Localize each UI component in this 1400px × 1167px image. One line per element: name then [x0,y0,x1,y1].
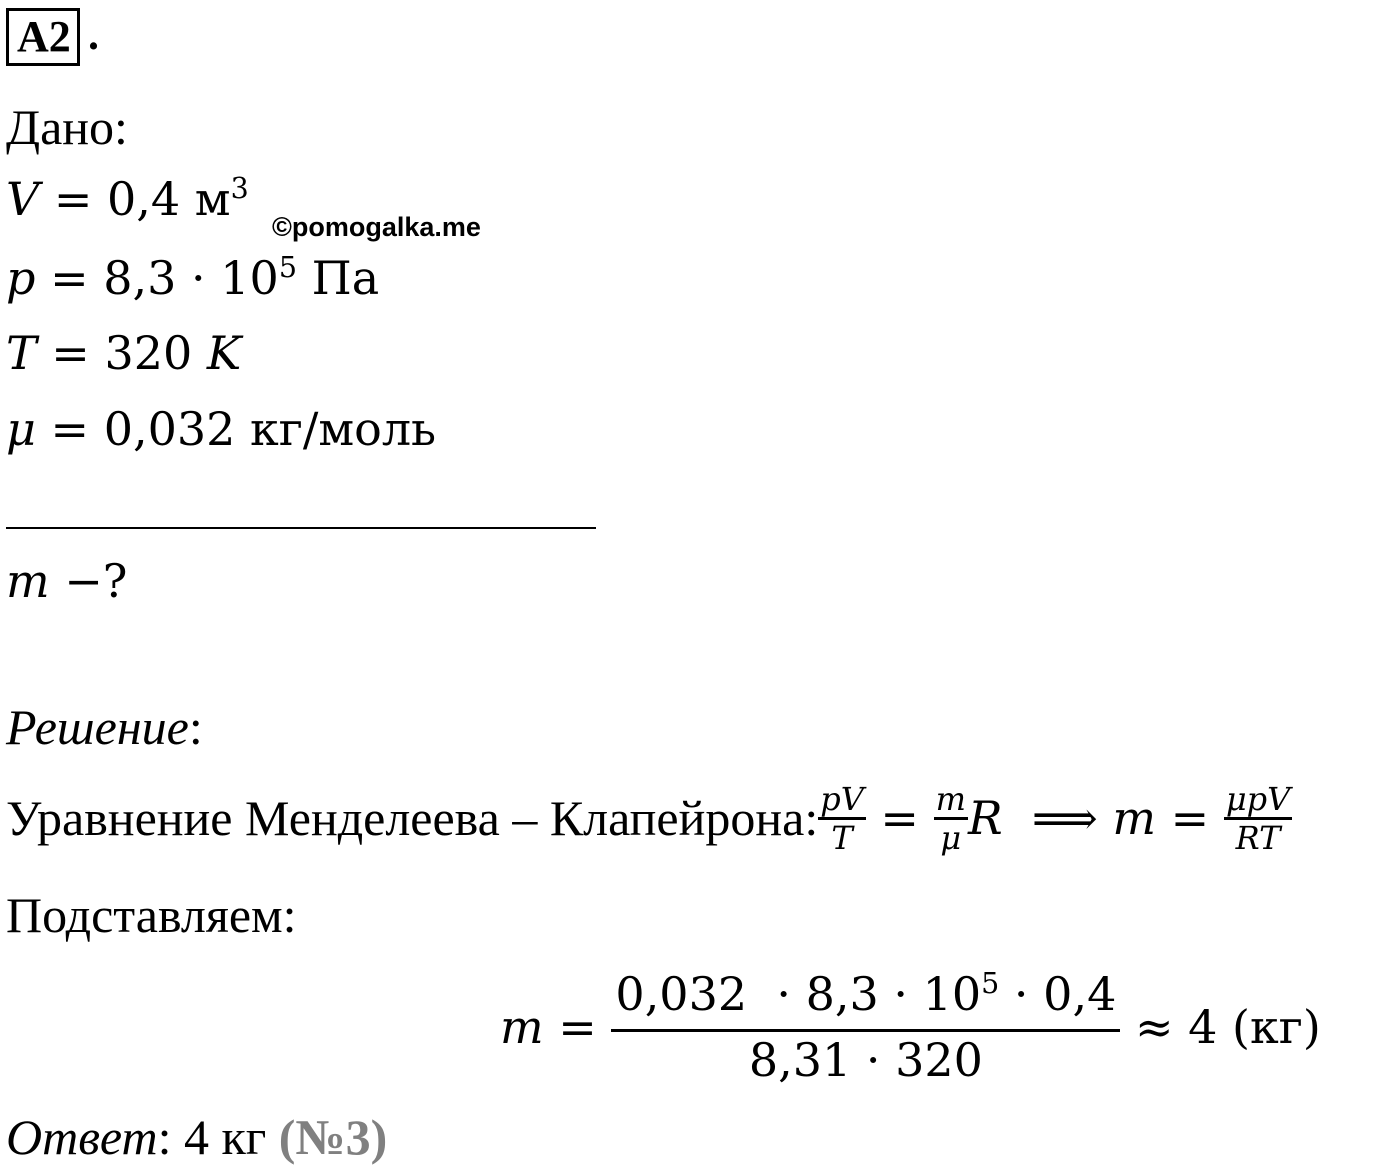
temperature-value: 320 [104,326,207,380]
equation-label: Уравнение Менделеева – Клапейрона: [6,790,819,846]
calc-m: m [500,1000,544,1054]
mid-denominator: μ [940,818,962,857]
temperature-var: T [6,326,37,380]
given-molar-mass [6,402,437,456]
given-heading: Дано: [6,99,128,155]
temperature-eq: = [36,326,105,380]
molar-mass-var: μ [6,402,36,456]
mid-numerator: m [935,779,966,818]
calc-numerator-b: · 0,4 [999,967,1117,1021]
equation-m: m [1112,791,1157,845]
given-pressure [6,250,380,305]
implies-arrow: ⟹ [1002,791,1113,845]
equation-line [6,768,1292,868]
molar-mass-eq: = [35,402,104,456]
pressure-var: p [6,251,36,305]
answer-line [6,1109,388,1165]
molar-mass-value: 0,032 кг/моль [103,402,437,456]
lhs-denominator: T [831,818,853,857]
calc-numerator-a: 0,032 · 8,3 · 10 [615,967,982,1021]
calc-numerator-exp: 5 [981,966,1000,1000]
calc-numerator [611,966,1120,1029]
calculation-line [500,962,1321,1092]
calc-eq: = [543,1000,612,1054]
fraction-m-over-mu [934,781,968,856]
answer-reference: (№3) [278,1109,388,1165]
given-temperature [6,326,242,380]
volume-value: 0,4 [107,172,181,226]
calc-fraction [611,966,1120,1088]
answer-value: 4 кг [171,1109,279,1165]
volume-unit-exp: 3 [230,171,249,205]
rhs-denominator: RT [1235,818,1281,857]
separator-line [6,527,596,529]
problem-label [6,8,80,66]
calc-denominator: 8,31 · 320 [748,1033,983,1087]
solution-heading-colon: : [188,699,203,755]
answer-colon: : [157,1109,172,1165]
pressure-eq: = [35,251,104,305]
find-rest: −? [49,554,128,608]
pressure-exp: 5 [278,250,297,284]
find-mass [6,554,128,608]
lhs-numerator: pV [820,779,864,818]
answer-label: Ответ [6,1109,158,1165]
equation-eq2: = [1156,791,1224,845]
substitute-label: Подставляем: [6,887,297,943]
volume-unit: м [180,172,231,226]
fraction-pv-over-t [818,781,866,856]
problem-label-text: A2 [17,12,71,61]
temperature-unit: K [206,326,242,380]
watermark: ©pomogalka.me [272,212,481,242]
volume-eq: = [39,172,108,226]
fraction-mupv-over-rt [1224,781,1292,856]
pressure-value: 8,3 · 10 [103,251,279,305]
equation-eq1: = [865,791,934,845]
find-var: m [6,554,50,608]
solution-heading-text: Решение [6,699,189,755]
pressure-unit: Па [296,251,380,305]
given-volume [6,171,249,226]
calc-result: ≈ 4 (кг) [1120,1000,1321,1054]
volume-var: V [6,172,40,226]
problem-label-dot: . [88,10,99,59]
solution-heading [6,699,203,755]
rhs-numerator: μpV [1225,779,1291,818]
gas-constant: R [967,791,1003,845]
